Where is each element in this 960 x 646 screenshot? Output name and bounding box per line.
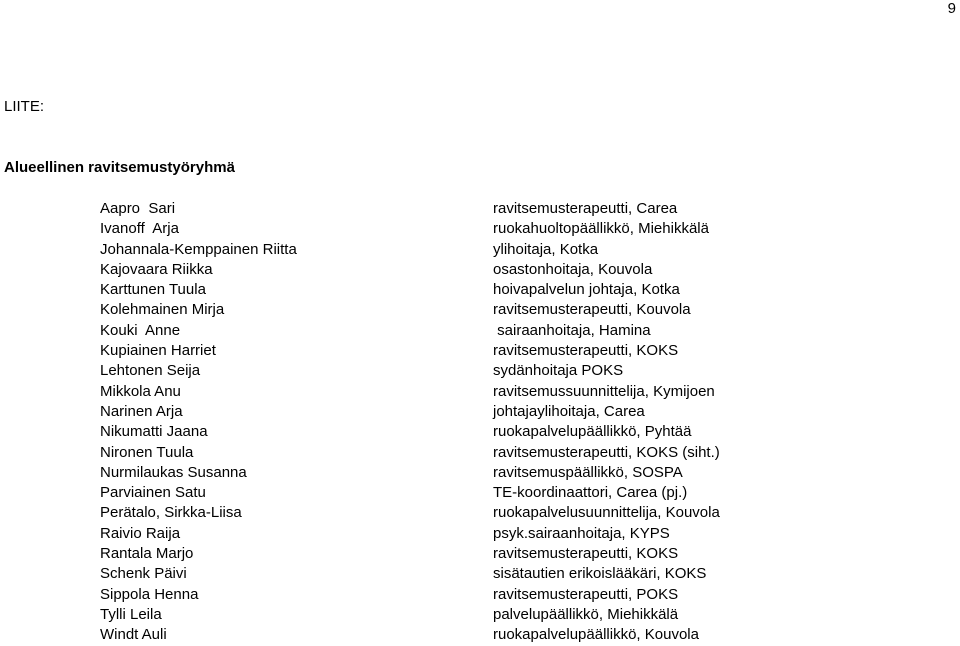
member-role: hoivapalvelun johtaja, Kotka — [493, 281, 680, 299]
member-name: Aapro Sari — [100, 200, 176, 217]
member-role: ravitsemusterapeutti, KOKS (siht.) — [493, 443, 720, 461]
member-role: ruokahuoltopäällikkö, Miehikkälä — [493, 220, 709, 238]
member-role: ravitsemusterapeutti, KOKS — [493, 545, 679, 563]
member-name: Johannala-Kemppainen Riitta — [100, 240, 297, 258]
member-name: Schenk Päivi — [100, 565, 187, 583]
member-name: Karttunen Tuula — [100, 281, 206, 299]
member-role: palvelupäällikkö, Miehikkälä — [493, 605, 679, 623]
member-role: sisätautien erikoislääkäri, KOKS — [493, 565, 707, 583]
member-role: ravitsemuspäällikkö, SOSPA — [493, 463, 683, 481]
member-name: Rantala Marjo — [100, 545, 194, 563]
member-name: Narinen Arja — [100, 402, 183, 420]
member-name: Raivio Raija — [100, 524, 181, 542]
member-role: ravitsemussuunnittelija, Kymijoen — [493, 382, 715, 400]
member-name: Sippola Henna — [100, 585, 199, 603]
group-title: Alueellinen ravitsemustyöryhmä — [4, 159, 235, 176]
member-role: sairaanhoitaja, Hamina — [493, 321, 651, 339]
member-name: Tylli Leila — [100, 605, 162, 623]
appendix-label: LIITE: — [4, 98, 45, 115]
member-role: ruokapalvelupäällikkö, Kouvola — [493, 626, 699, 644]
member-name: Nurmilaukas Susanna — [100, 463, 247, 481]
member-role: ylihoitaja, Kotka — [493, 240, 599, 258]
member-name: Windt Auli — [100, 626, 167, 644]
member-name: Mikkola Anu — [100, 382, 181, 400]
member-role: ravitsemusterapeutti, Kouvola — [493, 301, 691, 319]
member-name: Nikumatti Jaana — [100, 423, 208, 441]
member-role: ruokapalvelupäällikkö, Pyhtää — [493, 423, 692, 441]
member-role: ruokapalvelusuunnittelija, Kouvola — [493, 504, 720, 522]
member-name: Ivanoff Arja — [100, 220, 179, 238]
member-role: ravitsemusterapeutti, POKS — [493, 585, 679, 603]
member-name: Kupiainen Harriet — [100, 342, 216, 360]
member-name: Nironen Tuula — [100, 443, 194, 461]
member-role: johtajaylihoitaja, Carea — [493, 402, 645, 420]
member-name: Perätalo, Sirkka-Liisa — [100, 504, 242, 522]
member-name: Kajovaara Riikka — [100, 260, 213, 278]
member-role: TE-koordinaattori, Carea (pj.) — [493, 484, 688, 502]
member-role: sydänhoitaja POKS — [493, 362, 624, 380]
member-role: osastonhoitaja, Kouvola — [493, 260, 653, 278]
member-role: psyk.sairaanhoitaja, KYPS — [493, 524, 670, 542]
member-name: Lehtonen Seija — [100, 362, 201, 380]
member-name: Kouki Anne — [100, 321, 181, 339]
member-role: ravitsemusterapeutti, Carea — [493, 200, 678, 217]
member-name: Kolehmainen Mirja — [100, 301, 225, 319]
member-name: Parviainen Satu — [100, 484, 206, 502]
member-role: ravitsemusterapeutti, KOKS — [493, 342, 679, 360]
member-roles-list — [493, 199, 720, 646]
page-number: 9 — [947, 0, 956, 17]
member-names-list — [100, 199, 297, 646]
